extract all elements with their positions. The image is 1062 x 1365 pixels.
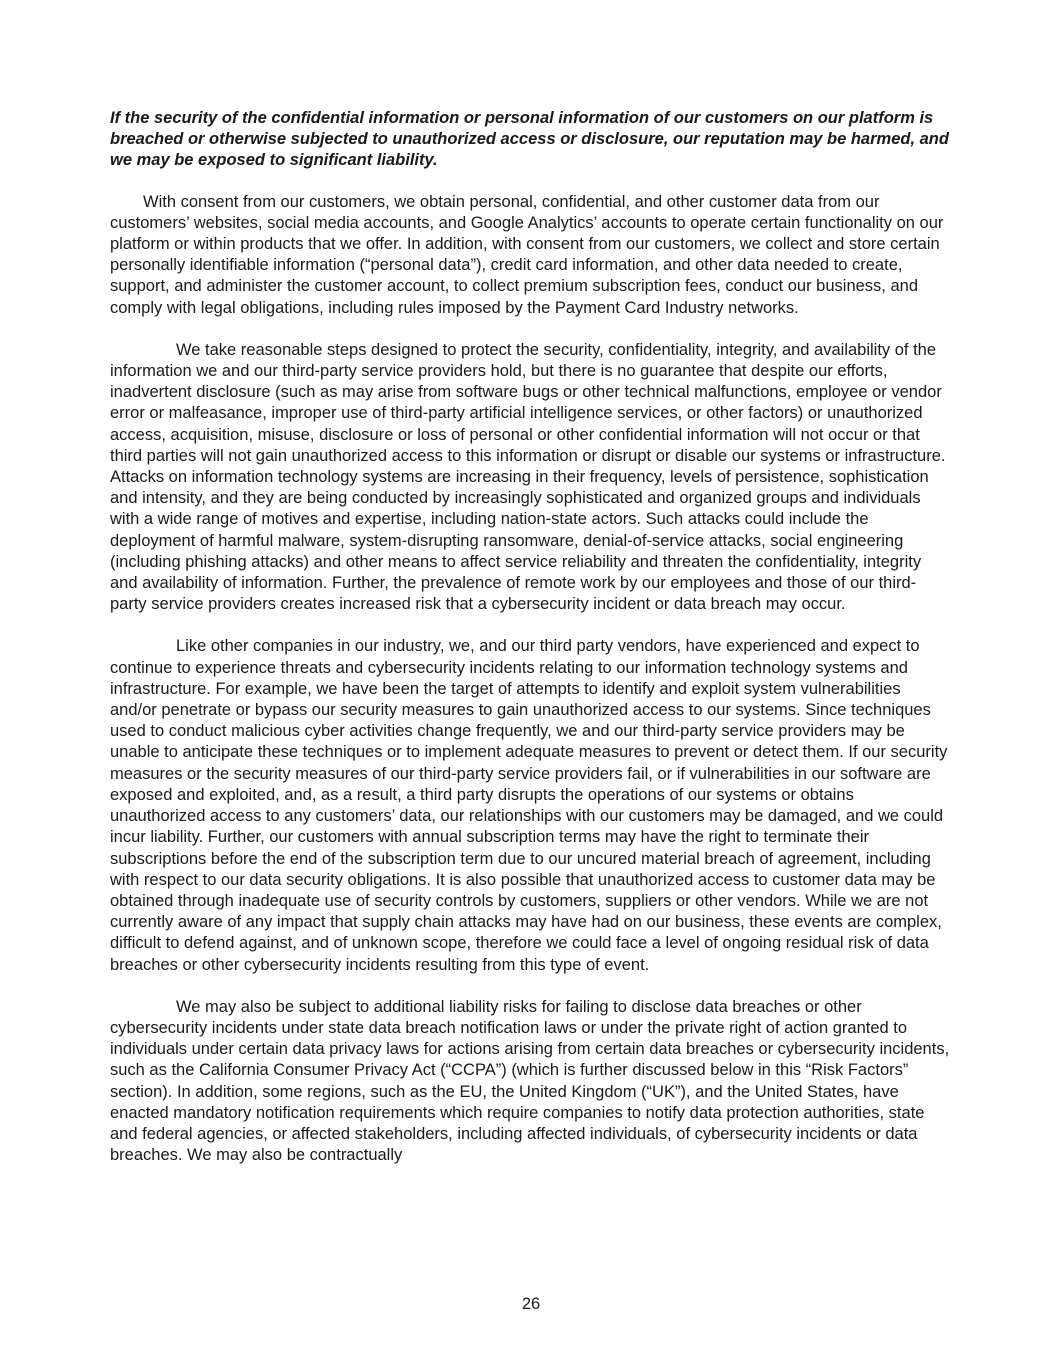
paragraph-security-steps: We take reasonable steps designed to protect the security, confidentiality, integrity, and availability of the information we and our third-party service providers hold, but there is no guarantee that despite our efforts, inadvertent disclosure (such as may arise from software bugs or other technical malfunctions, employee or vendor error or malfeasance, improper use of third-party artificial intelligence services, or other factors) or unauthorized access, acquisition, misuse, disclosure or loss of personal or other confidential information will not occur or that third parties will not gain unauthorized access to this information or disrupt or disable our systems or infrastructure. Attacks on information technology systems are increasing in their frequency, levels of persistence, sophistication and intensity, and they are being conducted by increasingly sophisticated and organized groups and individuals with a wide range of motives and expertise, including nation-state actors. Such attacks could include the deployment of harmful malware, system-disrupting ransomware, denial-of-service attacks, social engineering (including phishing attacks) and other means to affect service reliability and threaten the confidentiality, integrity and availability of information. Further, the prevalence of remote work by our employees and those of our third-party service providers creates increased risk that a cybersecurity incident or data breach may occur. xyxy=(110,340,946,614)
paragraph-liability-risks: We may also be subject to additional liability risks for failing to disclose data breaches or other cybersecurity incidents under state data breach notification laws or under the private right of action granted to individuals under certain data privacy laws for actions arising from certain data breaches or cybersecurity incidents, such as the California Consumer Privacy Act (“CCPA”) (which is further discussed below in this “Risk Factors” section). In addition, some regions, such as the EU, the United Kingdom (“UK”), and the United States, have enacted mandatory notification requirements which require companies to notify data protection authorities, state and federal agencies, or affected stakeholders, including affected individuals, of cybersecurity incidents or data breaches. We may also be contractually xyxy=(110,997,950,1165)
document-body xyxy=(110,108,950,1187)
paragraph-customer-data: With consent from our customers, we obtain personal, confidential, and other customer data from our customers’ websites, social media accounts, and Google Analytics’ accounts to operate certain functionality on our platform or within products that we offer. In addition, with consent from our customers, we collect and store certain personally identifiable information (“personal data”), credit card information, and other data needed to create, support, and administer the customer account, to collect premium subscription fees, conduct our business, and comply with legal obligations, including rules imposed by the Payment Card Industry networks. xyxy=(110,192,944,317)
paragraph-cybersecurity-threats: Like other companies in our industry, we, and our third party vendors, have experienced and expect to continue to experience threats and cybersecurity incidents relating to our information technology systems and infrastructure. For example, we have been the target of attempts to identify and exploit system vulnerabilities and/or penetrate or bypass our security measures to gain unauthorized access to our systems. Since techniques used to conduct malicious cyber activities change frequently, we and our third-party service providers may be unable to anticipate these techniques or to implement adequate measures to prevent or detect them. If our security measures or the security measures of our third-party service providers fail, or if vulnerabilities in our software are exposed and exploited, and, as a result, a third party disrupts the operations of our systems or obtains unauthorized access to any customers’ data, our relationships with our customers may be damaged, and we could incur liability. Further, our customers with annual subscription terms may have the right to terminate their subscriptions before the end of the subscription term due to our uncured material breach of agreement, including with respect to our data security obligations. It is also possible that unauthorized access to customer data may be obtained through inadequate use of security controls by customers, suppliers or other vendors. While we are not currently aware of any impact that supply chain attacks may have had on our business, these events are complex, difficult to defend against, and of unknown scope, therefore we could face a level of ongoing residual risk of data breaches or other cybersecurity incidents resulting from this type of event. xyxy=(110,637,948,974)
risk-factor-heading: If the security of the confidential information or personal information of our customers on our platform is breached or otherwise subjected to unauthorized access or disclosure, our reputation may be harmed, and we may be exposed to significant liability. xyxy=(110,109,949,170)
page-number: 26 xyxy=(521,1295,541,1313)
